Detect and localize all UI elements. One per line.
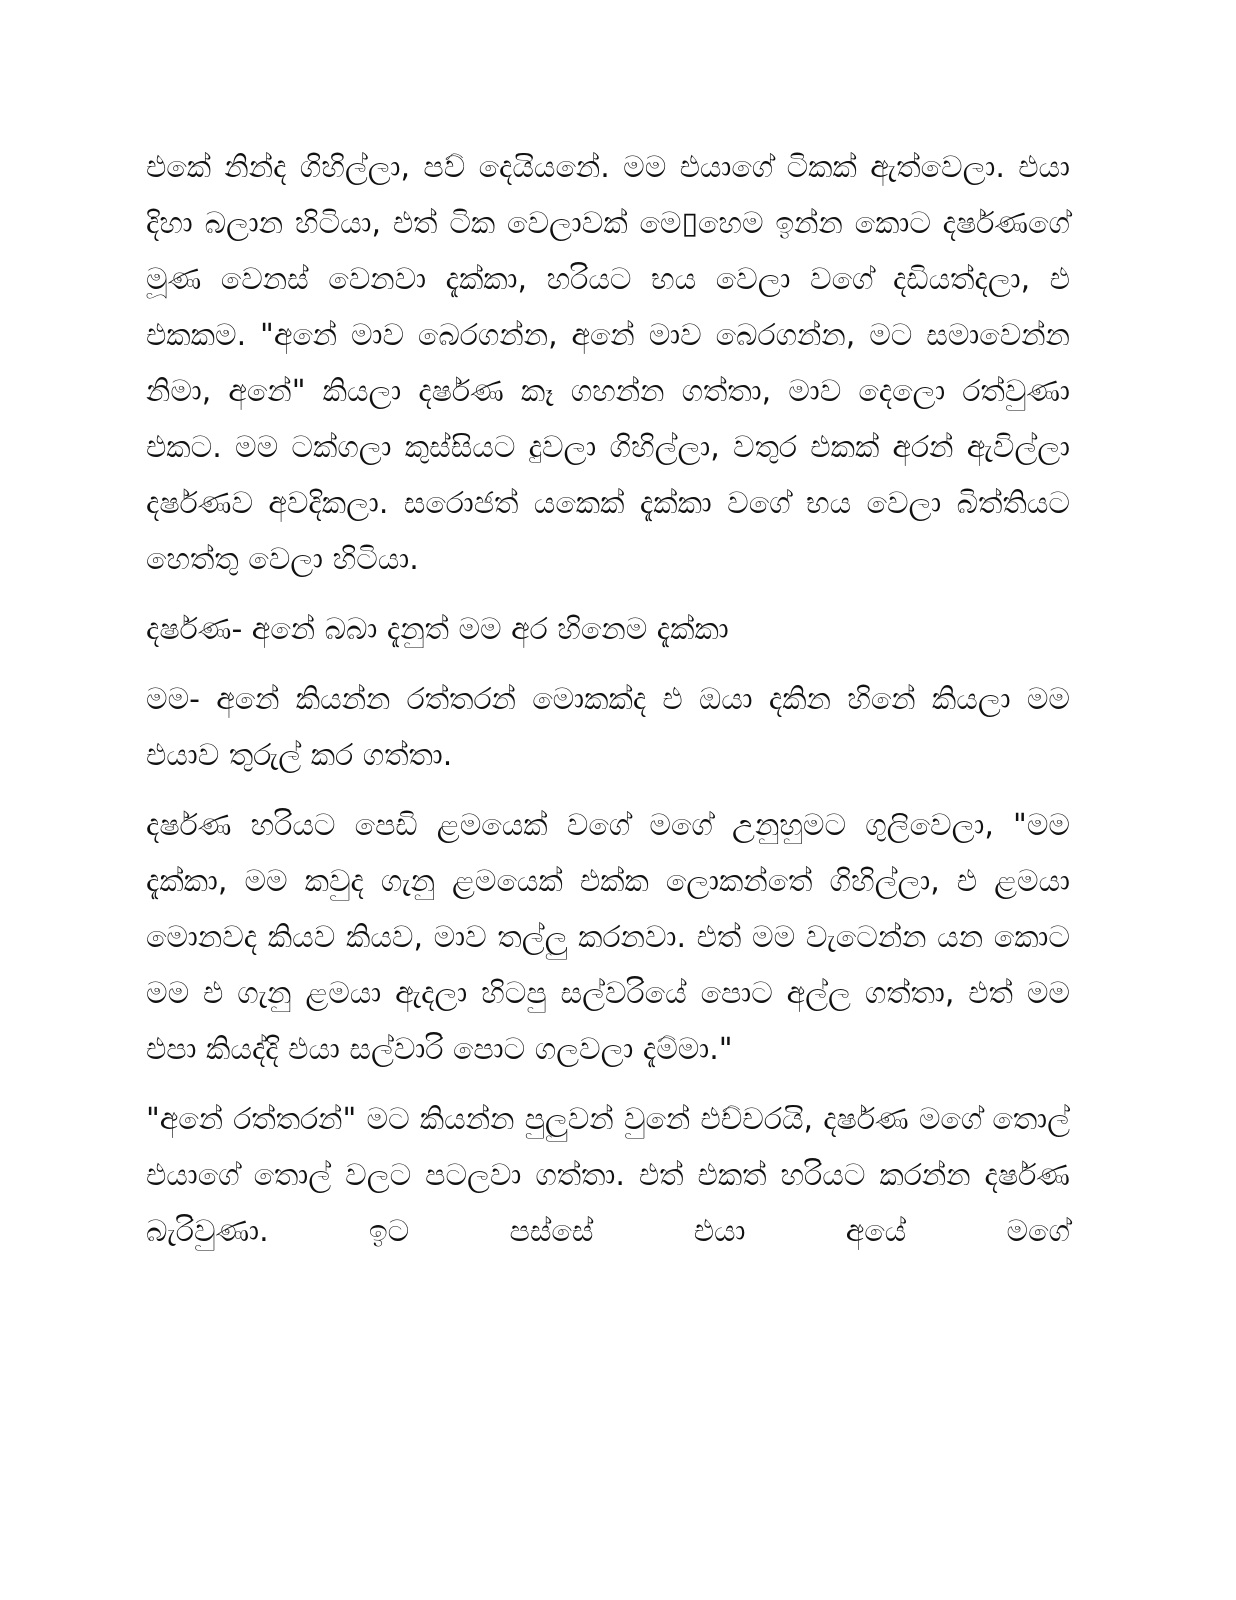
paragraph-1: එකේ නින්ද ගිහිල්ලා, පව් දෙයියනේ. මම එයාගේ ටිකක් ඇත්වෙලා. එයා දිහා බලාන හිටියා, එත් ටික වෙලාවක් මෙ▯හෙම ඉන්න කොට දර්ෂණගේ මූණ වෙනස් වෙනවා දැක්කා, හරියට භය වෙලා වගේ දඩියත්දලා, එ එකකම. "අනේ මාව බෙරගන්න, අනේ මාව බෙරගන්න, මට සමාවෙන්න නිමා, අනේ" කියලා දර්ෂණ කෑ ගහන්න ගත්තා, මාව දෙලො රත්වුණා එකට. මම ටක්ගලා කුස්සියට දුවලා ගිහිල්ලා, වතුර එකක් අරන් ඇවිල්ලා දර්ෂණව අවදිකලා. සරොජත් යකෙක් දැක්කා වගේ භය වෙලා බිත්තියට හෙත්තු වෙලා හිටියා. xyxy=(146,150,1070,577)
document-page xyxy=(146,140,1070,1274)
paragraph-3: මම- අනේ කියන්න රත්තරන් මොකක්ද එ ඔයා දකින හිනේ කියලා මම එයාව තුරුල් කර ගත්තා. xyxy=(146,682,1070,773)
paragraph-5: "අනේ රත්තරන්" මට කියන්න පුලුවන් වුනේ එච්චරයි, දර්ෂණ මගේ තොල් එයාගේ තොල් වලට පටලවා ගත්තා. එත් එකත් හරියට කරන්න දර්ෂණ බැරිවුණා. ඉට පස්සේ එයා අයේ මගේ xyxy=(146,1102,1070,1249)
paragraph-4: දර්ෂණ හරියට පෙඩි ළමයෙක් වගේ මගේ උනුහුමට ගුලිවෙලා, "මම දැක්කා, මම කවුද ගැනු ළමයෙක් එක්ක ලොකන්තේ ගිහිල්ලා, එ ළමයා මොනවද කියව කියව, මාව තල්ලු කරනවා. එත් මම වැටෙන්න යන කොට මම එ ගැනු ළමයා ඇදලා හිටපු සල්වරියේ පොට අල්ල ගත්තා, එත් මම එපා කියද්දි එයා සල්වාරි පොට ගලවලා දැම්මා." xyxy=(146,808,1070,1067)
paragraph-2: දර්ෂණ- අනේ බබා දැනුත් මම අර හිනෙම දැක්කා xyxy=(146,612,729,647)
